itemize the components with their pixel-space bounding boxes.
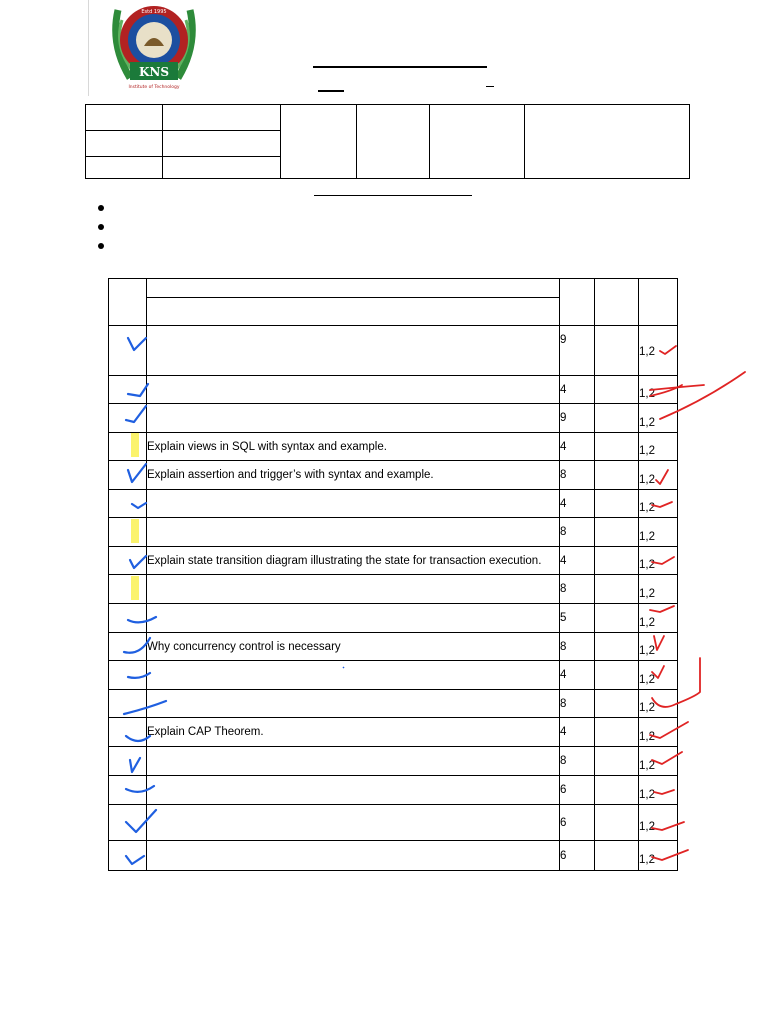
question-text: Explain assertion and trigger’s with syntax and example. [147,461,560,490]
check-cell [109,718,147,747]
info-cell [86,105,163,131]
question-text [147,661,560,690]
svg-text:Institute of Technology: Institute of Technology [128,85,180,90]
marks-cell: 4 [560,490,595,518]
header-cell [639,279,678,326]
blank-cell [595,805,639,841]
marks-cell: 4 [560,661,595,690]
question-text [147,841,560,871]
table-header-row [109,279,678,326]
blank-cell [595,747,639,776]
marks-cell: 9 [560,404,595,433]
check-cell [109,326,147,376]
check-cell [109,547,147,575]
question-text [147,490,560,518]
svg-text:Estd 1995: Estd 1995 [141,9,167,15]
question-text [147,518,560,547]
co-cell: 1,2 [639,433,678,461]
blank-cell [595,404,639,433]
question-row [109,404,678,433]
blank-cell [595,461,639,490]
check-cell [109,433,147,461]
marks-cell: 6 [560,805,595,841]
co-cell: 1,2 [639,604,678,633]
subtitle-underline [318,90,344,92]
question-text: Explain state transition diagram illustrating the state for transaction execution. [147,547,560,575]
question-text [147,747,560,776]
title-underline [313,66,487,68]
blank-cell [595,690,639,718]
instructions-underline [314,195,472,196]
info-cell [163,105,281,131]
svg-text:KNS: KNS [138,65,170,79]
question-text: Why concurrency control is necessary [147,633,560,661]
marks-cell: 6 [560,776,595,805]
co-cell: 1,2 [639,547,678,575]
marks-cell: 4 [560,718,595,747]
header-cell [147,279,560,326]
question-text: Explain CAP Theorem. [147,718,560,747]
co-cell: 1,2 [639,326,678,376]
co-cell: 1,2 [639,575,678,604]
info-cell [281,105,357,179]
check-cell [109,490,147,518]
check-cell [109,661,147,690]
info-cell [430,105,525,179]
question-row [109,326,678,376]
check-cell [109,747,147,776]
info-cell [86,131,163,156]
marks-cell: 9 [560,326,595,376]
highlighter-mark [131,576,139,600]
check-cell [109,776,147,805]
bullet [98,205,104,211]
question-text [147,604,560,633]
check-cell [109,575,147,604]
blank-cell [595,841,639,871]
info-cell [163,131,281,156]
question-row [109,461,678,490]
blank-cell [595,776,639,805]
question-row [109,747,678,776]
check-cell [109,633,147,661]
bullet [98,243,104,249]
marks-cell: 5 [560,604,595,633]
marks-cell: 8 [560,633,595,661]
question-row [109,661,678,690]
page-margin-line [88,0,89,96]
co-cell: 1,2 [639,518,678,547]
question-row [109,718,678,747]
check-cell [109,841,147,871]
subtitle-dash [486,86,494,87]
marks-cell: 6 [560,841,595,871]
co-cell: 1,2 [639,376,678,404]
question-text: Explain views in SQL with syntax and example. [147,433,560,461]
marks-cell: 8 [560,461,595,490]
question-text [147,326,560,376]
question-row [109,690,678,718]
check-cell [109,518,147,547]
check-cell [109,604,147,633]
info-cell [357,105,430,179]
co-cell: 1,2 [639,805,678,841]
marks-cell: 4 [560,547,595,575]
bullet [98,224,104,230]
info-cell [86,156,163,178]
marks-cell: 8 [560,518,595,547]
question-text [147,690,560,718]
co-cell: 1,2 [639,404,678,433]
check-cell [109,461,147,490]
highlighter-mark [131,519,139,543]
co-cell: 1,2 [639,776,678,805]
blank-cell [595,718,639,747]
blank-cell [595,661,639,690]
info-cell [525,105,690,179]
co-cell: 1,2 [639,747,678,776]
info-cell [163,156,281,178]
blank-cell [595,518,639,547]
co-cell: 1,2 [639,841,678,871]
question-table [108,278,678,871]
marks-cell: 8 [560,690,595,718]
highlighter-mark [131,433,139,457]
question-text [147,376,560,404]
blank-cell [595,575,639,604]
question-text [147,805,560,841]
header-cell [560,279,595,326]
blank-cell [595,490,639,518]
check-cell [109,376,147,404]
question-row [109,604,678,633]
marks-cell: 8 [560,747,595,776]
question-row [109,776,678,805]
blank-cell [595,633,639,661]
blank-cell [595,604,639,633]
co-cell: 1,2 [639,690,678,718]
question-row [109,547,678,575]
co-cell: 1,2 [639,718,678,747]
question-row [109,376,678,404]
question-text [147,776,560,805]
question-row [109,433,678,461]
question-row [109,841,678,871]
check-cell [109,404,147,433]
course-info-table [85,104,690,179]
marks-cell: 4 [560,376,595,404]
question-row [109,490,678,518]
blank-cell [595,326,639,376]
question-text [147,575,560,604]
blank-cell [595,376,639,404]
blank-cell [595,433,639,461]
check-cell [109,805,147,841]
question-row [109,805,678,841]
institute-logo [108,0,200,94]
marks-cell: 8 [560,575,595,604]
check-cell [109,690,147,718]
question-row [109,518,678,547]
blank-cell [595,547,639,575]
co-cell: 1,2 [639,490,678,518]
co-cell: 1,2 [639,661,678,690]
header-cell [595,279,639,326]
question-text [147,404,560,433]
question-row [109,575,678,604]
co-cell: 1,2 [639,461,678,490]
co-cell: 1,2 [639,633,678,661]
marks-cell: 4 [560,433,595,461]
question-row [109,633,678,661]
header-cell [109,279,147,326]
